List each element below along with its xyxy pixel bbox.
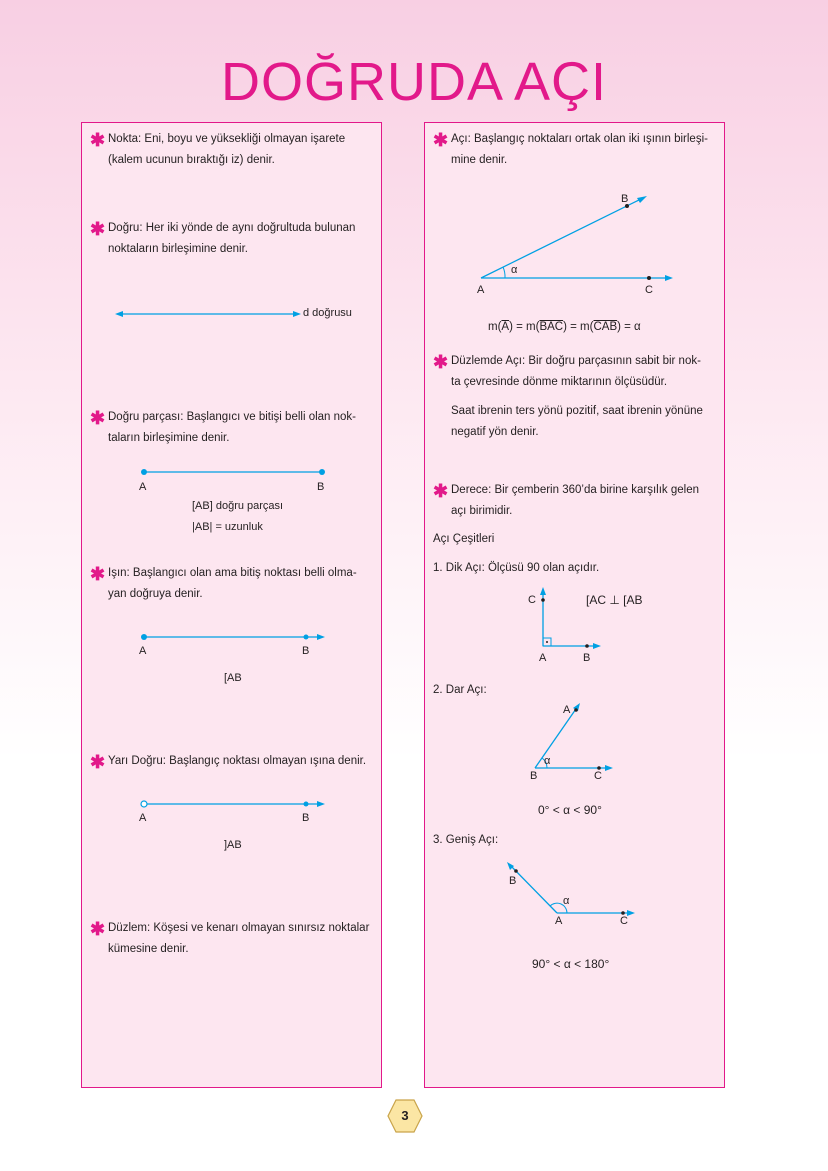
line-label: d doğrusu: [303, 307, 352, 319]
definition-aci: [451, 129, 721, 171]
definition-nokta: [108, 129, 376, 171]
dar-aci-title: 2. Dar Açı:: [433, 684, 487, 696]
direction-note-line1: Saat ibrenin ters yönü pozitif, saat ibrenin yönüne: [451, 405, 703, 417]
definition-aci-line1: Açı: Başlangıç noktaları ortak olan iki ışının birleşi-: [451, 133, 708, 145]
formula-angle-bac: $\overline{BAC}$: [539, 321, 564, 333]
dik-point-c: C: [528, 594, 536, 606]
left-panel: [81, 122, 382, 1088]
asterisk-icon: ✱: [90, 919, 106, 939]
genis-point-a: A: [555, 915, 563, 927]
dik-aci-title: 1. Dik Açı: Ölçüsü 90 olan açıdır.: [433, 562, 600, 574]
dar-point-b: B: [530, 770, 538, 782]
definition-derece-line1: Derece: Bir çemberin 360’da birine karşılık gelen: [451, 484, 700, 496]
direction-note: [451, 401, 721, 443]
ray-point-a: A: [139, 645, 147, 657]
page-title: DOĞRUDA AÇI: [220, 52, 608, 112]
dar-point-c: C: [594, 770, 602, 782]
dar-aci-range: 0° < α < 90°: [538, 803, 602, 817]
definition-isin-line1: Işın: Başlangıcı olan ama bitiş noktası belli olma-: [108, 567, 357, 579]
genis-aci-range: 90° < α < 180°: [532, 957, 610, 971]
formula-part: ) = m(: [563, 321, 594, 333]
dar-alpha: α: [544, 755, 551, 767]
definition-dogru-line1: Doğru: Her iki yönde de aynı doğrultuda bulunan: [108, 222, 356, 234]
definition-aci-line2: mine denir.: [451, 154, 508, 166]
asterisk-icon: ✱: [90, 219, 106, 239]
formula-part: ) = m(: [509, 321, 540, 333]
section-aci-cesitleri: Açı Çeşitleri: [433, 533, 495, 545]
angle-point-c: C: [645, 284, 653, 296]
half-line-diagram: [82, 795, 362, 815]
half-line-notation: ]AB: [224, 839, 242, 851]
ray-notation: [AB: [224, 672, 242, 684]
definition-nokta-line1: Nokta: Eni, boyu ve yüksekliği olmayan işarete: [108, 133, 346, 145]
definition-parca-line2: taların birleşimine denir.: [108, 432, 230, 444]
segment-notation: [AB] doğru parçası: [192, 500, 284, 512]
definition-duzlem-line2: kümesine denir.: [108, 943, 189, 955]
genis-aci-title: 3. Geniş Açı:: [433, 834, 499, 846]
genis-point-c: C: [620, 915, 628, 927]
definition-duzlemde-line2: ta çevresinde dönme miktarının ölçüsüdür.: [451, 376, 668, 388]
ray-point-b: B: [302, 645, 310, 657]
dik-point-a: A: [539, 652, 547, 664]
definition-dogru: [108, 218, 376, 260]
definition-duzlemde-line1: Düzlemde Açı: Bir doğru parçasının sabit bir nok-: [451, 355, 701, 367]
formula-angle-a: $\overline{A}$: [501, 321, 510, 333]
asterisk-icon: ✱: [90, 408, 106, 428]
dik-point-b: B: [583, 652, 591, 664]
definition-nokta-line2: (kalem ucunun bıraktığı iz) denir.: [108, 154, 275, 166]
dik-aci-note: [AC ⊥ [AB: [586, 593, 643, 607]
formula-angle-cab: $\overline{CAB}$: [593, 321, 618, 333]
definition-derece: [451, 480, 721, 522]
right-panel: [424, 122, 725, 1088]
segment-point-b: B: [317, 481, 325, 493]
formula-part: ) = α: [617, 321, 641, 333]
angle-point-b: B: [621, 193, 629, 205]
angle-vertex-a: A: [477, 284, 485, 296]
angle-alpha: α: [511, 264, 518, 276]
definition-dogru-line2: noktaların birleşimine denir.: [108, 243, 248, 255]
angle-diagram: [425, 188, 725, 298]
segment-length: |AB| = uzunluk: [192, 521, 263, 533]
asterisk-icon: ✱: [433, 352, 449, 372]
asterisk-icon: ✱: [90, 130, 106, 150]
dar-point-a: A: [563, 704, 571, 716]
definition-duzlem-line1: Düzlem: Köşesi ve kenarı olmayan sınırsız noktalar: [108, 922, 370, 934]
genis-point-b: B: [509, 875, 517, 887]
segment-point-a: A: [139, 481, 147, 493]
definition-isin-line2: yan doğruya denir.: [108, 588, 203, 600]
ray-diagram: [82, 628, 362, 648]
asterisk-icon: ✱: [90, 752, 106, 772]
definition-duzlemde-aci: [451, 351, 721, 393]
obtuse-angle-diagram: [497, 858, 657, 928]
right-angle-diagram: [525, 586, 645, 656]
definition-derece-line2: açı birimidir.: [451, 505, 513, 517]
definition-yari-dogru: Yarı Doğru: Başlangıç noktası olmayan ışına denir.: [108, 755, 367, 767]
definition-isin: [108, 563, 376, 605]
genis-alpha: α: [563, 895, 570, 907]
angle-formula: [488, 317, 641, 338]
half-line-point-a: A: [139, 812, 147, 824]
direction-note-line2: negatif yön denir.: [451, 426, 539, 438]
formula-part: m(: [488, 321, 502, 333]
acute-angle-diagram: [523, 698, 643, 778]
page-number-badge: [387, 1099, 423, 1133]
definition-parca: [108, 407, 376, 449]
asterisk-icon: ✱: [433, 130, 449, 150]
definition-parca-line1: Doğru parçası: Başlangıcı ve bitişi belli olan nok-: [108, 411, 357, 423]
asterisk-icon: ✱: [90, 564, 106, 584]
asterisk-icon: ✱: [433, 481, 449, 501]
half-line-point-b: B: [302, 812, 310, 824]
definition-duzlem: [108, 918, 378, 960]
page-number: 3: [401, 1108, 409, 1123]
